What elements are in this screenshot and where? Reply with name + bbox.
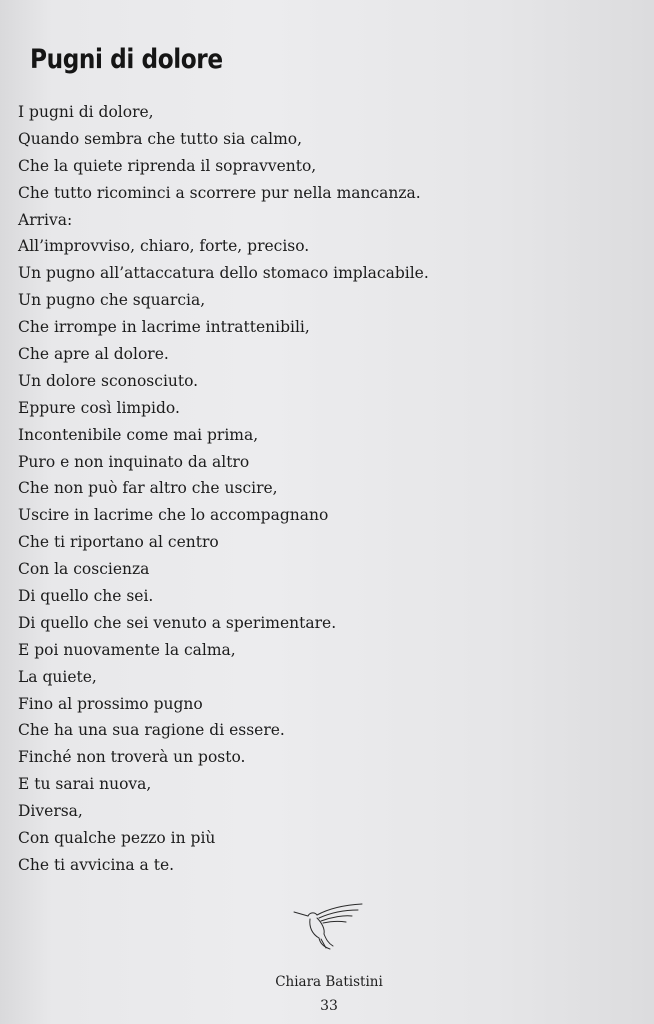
poem-line: Puro e non inquinato da altro bbox=[18, 452, 250, 471]
poem-line: Diversa, bbox=[18, 802, 83, 821]
poem-line: E tu sarai nuova, bbox=[18, 775, 152, 794]
poem-line: Incontenibile come mai prima, bbox=[18, 425, 259, 444]
poem-line: Che irrompe in lacrime intrattenibili, bbox=[18, 318, 310, 337]
hummingbird-icon bbox=[292, 901, 366, 951]
poem-line: Di quello che sei. bbox=[18, 587, 154, 606]
poem-line: I pugni di dolore, bbox=[18, 103, 154, 121]
poem-line: Finché non troverà un posto. bbox=[18, 748, 246, 767]
poem-line: Arriva: bbox=[18, 210, 73, 229]
poem-line: Con la coscienza bbox=[18, 560, 150, 579]
author-name: Chiara Batistini bbox=[275, 974, 383, 990]
poem-line: Un dolore sconosciuto. bbox=[18, 371, 199, 390]
poem-line: Quando sembra che tutto sia calmo, bbox=[18, 129, 303, 148]
poem-line: Un pugno che squarcia, bbox=[18, 291, 206, 310]
poem-line: Di quello che sei venuto a sperimentare. bbox=[18, 613, 337, 632]
poem-line: Eppure così limpido. bbox=[18, 398, 180, 417]
poem-line: Fino al prossimo pugno bbox=[18, 694, 203, 713]
poem-title: Pugni di dolore bbox=[30, 44, 223, 75]
poem-line: Che non può far altro che uscire, bbox=[18, 479, 278, 498]
poem-line: Che ti riportano al centro bbox=[18, 533, 219, 552]
poem-body bbox=[18, 99, 429, 879]
poem-line: Con qualche pezzo in più bbox=[18, 829, 216, 848]
poem-line: Che apre al dolore. bbox=[18, 345, 169, 364]
poem-line: Che tutto ricominci a scorrere pur nella mancanza. bbox=[18, 183, 421, 202]
poem-line: Un pugno all’attaccatura dello stomaco implacabile. bbox=[18, 264, 429, 283]
poem-line: La quiete, bbox=[18, 667, 97, 686]
page-number: 33 bbox=[320, 998, 338, 1014]
poem-line: All’improvviso, chiaro, forte, preciso. bbox=[18, 237, 310, 256]
poem-line: E poi nuovamente la calma, bbox=[18, 640, 236, 659]
poem-line: Che ti avvicina a te. bbox=[18, 855, 175, 874]
poem-line: Che la quiete riprenda il sopravvento, bbox=[18, 156, 317, 175]
poem-line: Che ha una sua ragione di essere. bbox=[18, 721, 285, 740]
poem-line: Uscire in lacrime che lo accompagnano bbox=[18, 506, 329, 525]
